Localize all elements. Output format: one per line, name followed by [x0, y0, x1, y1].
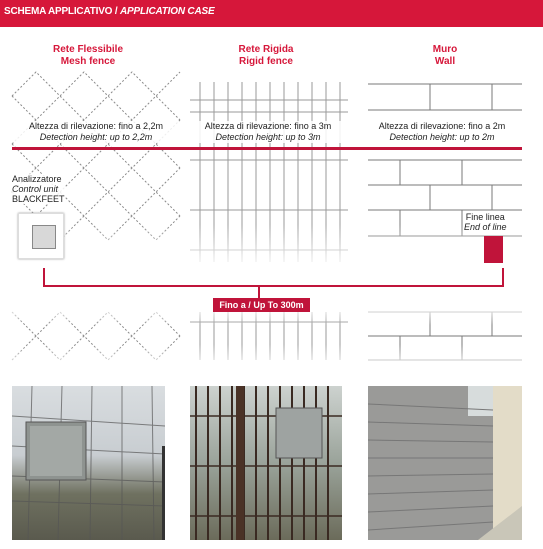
end-line-label [464, 212, 507, 232]
rigid-fence-photo [190, 386, 342, 540]
detection-height-it: Altezza di rilevazione: fino a 2,2m [28, 121, 164, 131]
end-line-label-en: End of line [464, 222, 507, 232]
column-subtitle: Mesh fence [60, 56, 116, 67]
column-wall [375, 44, 515, 68]
detection-height-it: Altezza di rilevazione: fino a 3m [204, 121, 332, 131]
detection-height-en: Detection height: up to 2m [389, 132, 495, 142]
detection-height-en: Detection height: up to 3m [215, 132, 321, 142]
detection-height-rigid [190, 121, 346, 143]
column-rigid-fence [196, 44, 336, 68]
section-title-it: SCHEMA APPLICATIVO / [4, 6, 118, 17]
column-subtitle: Rigid fence [239, 56, 293, 67]
column-mesh-fence [18, 44, 158, 68]
control-unit-icon [32, 225, 56, 249]
wall-photo [368, 386, 522, 540]
detection-line [12, 147, 522, 150]
column-subtitle: Wall [434, 56, 456, 67]
range-connector [258, 286, 260, 298]
column-title: Muro [432, 44, 458, 55]
detection-height-wall [362, 121, 522, 143]
mesh-fence-photo [12, 386, 165, 540]
column-title: Rete Flessibile [52, 44, 124, 55]
column-title: Rete Rigida [238, 44, 294, 55]
end-line-terminator [484, 236, 503, 263]
control-unit-label-en: Control unit [12, 184, 59, 194]
control-unit-model: BLACKFEET [12, 194, 65, 204]
section-title-en: APPLICATION CASE [120, 6, 215, 17]
detection-height-mesh [14, 121, 178, 143]
detection-height-it: Altezza di rilevazione: fino a 2m [378, 121, 506, 131]
end-line-label-it: Fine linea [465, 212, 505, 222]
range-bracket [43, 268, 504, 287]
range-label: Fino a / Up To 300m [213, 298, 310, 312]
control-unit-label [12, 174, 65, 204]
detection-height-en: Detection height: up to 2,2m [39, 132, 153, 142]
control-unit-label-it: Analizzatore [12, 174, 62, 184]
